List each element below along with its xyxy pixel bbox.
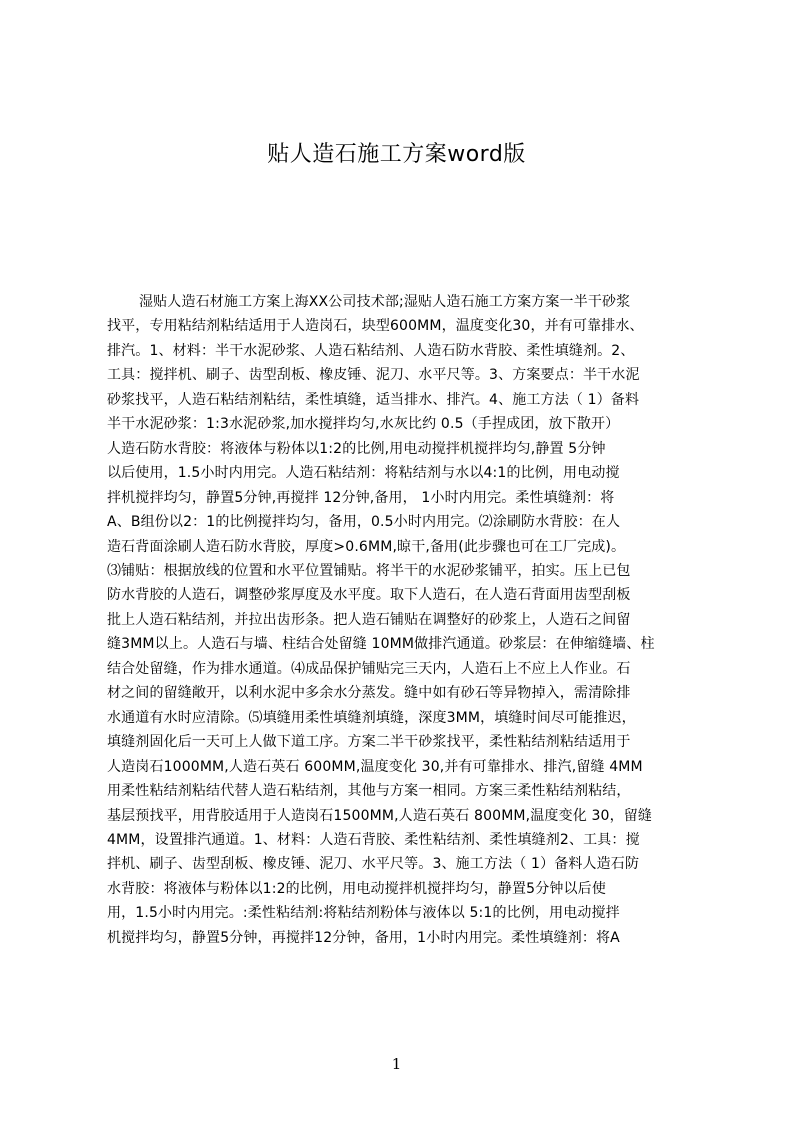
body-paragraph xyxy=(107,290,697,950)
body-line: ⑶铺贴：根据放线的位置和水平位置铺贴。将半干的水泥砂浆铺平，拍实。压上已包 xyxy=(107,562,631,579)
body-line: 机搅拌均匀，静置5分钟，再搅拌12分钟，备用，1小时内用完。柔性填缝剂：将A xyxy=(107,929,620,946)
body-line: 工具：搅拌机、刷子、齿型刮板、橡皮锤、泥刀、水平尺等。3、方案要点：半干水泥 xyxy=(107,367,640,384)
body-line: 防水背胶的人造石，调整砂浆厚度及水平度。取下人造石，在人造石背面用齿型刮板 xyxy=(107,587,631,604)
body-line: 基层预找平，用背胶适用于人造岗石1500MM,人造石英石 800MM,温度变化 30，留缝 xyxy=(107,807,653,824)
body-line: 半干水泥砂浆：1:3水泥砂浆,加水搅拌均匀,水灰比约 0.5（手捏成团，放下散开） xyxy=(107,416,620,433)
body-line: 填缝剂固化后一天可上人做下道工序。方案二半干砂浆找平，柔性粘结剂粘结适用于 xyxy=(107,734,631,751)
body-line: 缝3MM以上。人造石与墙、柱结合处留缝 10MM做排汽通道。砂浆层：在伸缩缝墙、柱 xyxy=(107,636,655,653)
body-line: 砂浆找平，人造石粘结剂粘结，柔性填缝，适当排水、排汽。4、施工方法（ 1）备料 xyxy=(107,391,640,408)
body-line: 人造岗石1000MM,人造石英石 600MM,温度变化 30,并有可靠排水、排汽,留缝 4MM xyxy=(107,758,643,775)
body-line: 材之间的留缝敞开，以利水泥中多余水分蒸发。缝中如有砂石等异物掉入，需清除排 xyxy=(107,685,631,702)
body-line: 湿贴人造石材施工方案上海XX公司技术部;湿贴人造石施工方案方案一半干砂浆 xyxy=(139,294,631,310)
body-line: 人造石防水背胶：将液体与粉体以1:2的比例,用电动搅拌机搅拌均匀,静置 5分钟 xyxy=(107,440,606,457)
body-line: 水通道有水时应清除。⑸填缝用柔性填缝剂填缝，深度3MM，填缝时间尽可能推迟， xyxy=(107,709,636,726)
document-title: 贴人造石施工方案word版 xyxy=(267,142,526,167)
body-line: 排汽。1、材料：半干水泥砂浆、人造石粘结剂、人造石防水背胶、柔性填缝剂。2、 xyxy=(107,342,635,359)
body-line: 结合处留缝，作为排水通道。⑷成品保护铺贴完三天内，人造石上不应上人作业。石 xyxy=(107,660,631,677)
body-line: 用柔性粘结剂粘结代替人造石粘结剂，其他与方案一相同。方案三柔性粘结剂粘结， xyxy=(107,783,631,800)
body-line: 用，1.5小时内用完。:柔性粘结剂:将粘结剂粉体与液体以 5:1的比例，用电动搅拌 xyxy=(107,905,620,922)
body-line: 以后使用，1.5小时内用完。人造石粘结剂：将粘结剂与水以4:1的比例，用电动搅 xyxy=(107,465,620,482)
body-line: 找平，专用粘结剂粘结适用于人造岗石，块型600MM，温度变化30，并有可靠排水、 xyxy=(107,318,644,335)
body-line: 造石背面涂刷人造石防水背胶，厚度>0.6MM,晾干,备用(此步骤也可在工厂完成)。 xyxy=(107,538,626,555)
body-line: 拌机、刷子、齿型刮板、橡皮锤、泥刀、水平尺等。3、施工方法（ 1）备料人造石防 xyxy=(107,856,640,873)
body-line: 拌机搅拌均匀，静置5分钟,再搅拌 12分钟,备用， 1小时内用完。柔性填缝剂：将 xyxy=(107,489,615,506)
body-line: 批上人造石粘结剂，并拉出齿形条。把人造石铺贴在调整好的砂浆上，人造石之间留 xyxy=(107,611,631,628)
body-line: 4MM，设置排汽通道。1、材料：人造石背胶、柔性粘结剂、柔性填缝剂2、工具：搅 xyxy=(107,831,640,848)
body-line: A、B组份以2：1的比例搅拌均匀，备用，0.5小时内用完。⑵涂刷防水背胶：在人 xyxy=(107,514,621,531)
page-number: 1 xyxy=(391,1055,402,1073)
body-line: 水背胶：将液体与粉体以1:2的比例，用电动搅拌机搅拌均匀，静置5分钟以后使 xyxy=(107,880,606,897)
